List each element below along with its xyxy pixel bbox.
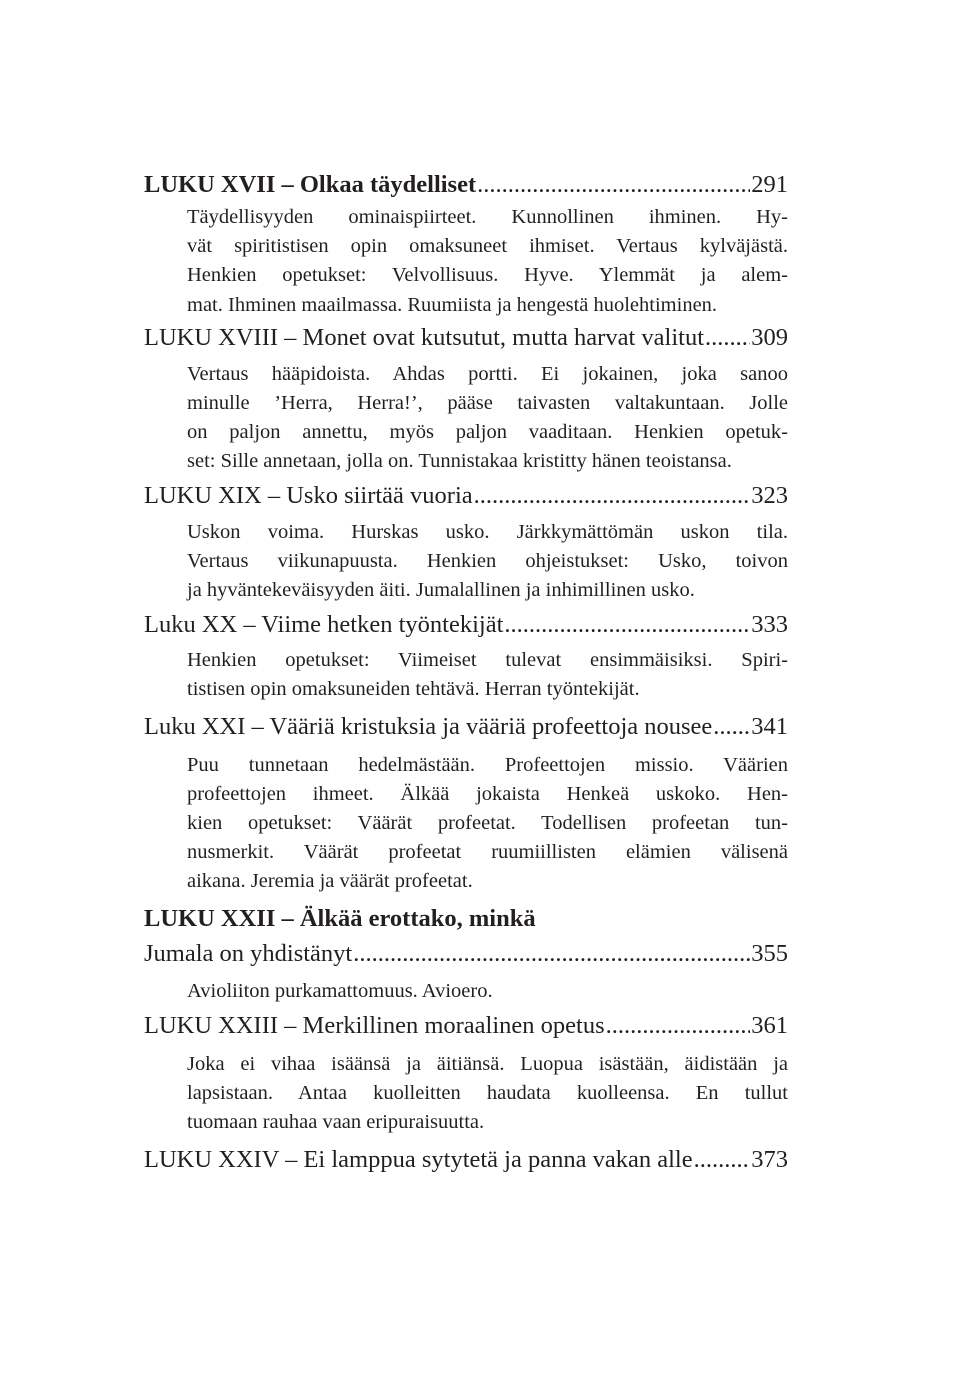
description-line: vät spiritistisen opin omaksuneet ihmiset. Vertaus kylväjästä.	[187, 235, 788, 258]
dot-leader	[474, 481, 751, 511]
toc-entry-title[interactable]	[144, 170, 788, 200]
dot-leader	[713, 712, 750, 742]
description-line: Uskon voima. Hurskas usko. Järkkymättömän uskon tila.	[187, 520, 788, 543]
dot-leader	[353, 939, 750, 969]
toc-entry-title[interactable]	[144, 610, 788, 640]
toc-entry-title[interactable]	[144, 939, 788, 969]
toc-page-number: 373	[751, 1146, 788, 1174]
description-line: lapsistaan. Antaa kuolleitten haudata kuolleensa. En tullut	[187, 1082, 788, 1105]
toc-entry-description	[187, 518, 788, 606]
toc-page-number: 341	[751, 712, 788, 740]
toc-entry-description	[187, 360, 788, 477]
toc-entry-heading: LUKU XXIV – Ei lamppua sytytetä ja panna vakan alle	[144, 1146, 693, 1174]
description-line: minulle ’Herra, Herra!’, pääse taivasten valtakuntaan. Jolle	[187, 392, 788, 415]
description-line: Henkien opetukset: Velvollisuus. Hyve. Ylemmät ja alem-	[187, 264, 788, 287]
toc-entry-description	[187, 1050, 788, 1138]
toc-entry-title[interactable]	[144, 1145, 788, 1175]
description-line: Vertaus viikunapuusta. Henkien ohjeistukset: Usko, toivon	[187, 549, 788, 572]
dot-leader	[694, 1145, 751, 1175]
toc-entry-heading-line1[interactable]: LUKU XXII – Älkää erottako, minkä	[144, 904, 536, 932]
description-line: mat. Ihminen maailmassa. Ruumiista ja hengestä huolehtiminen.	[187, 293, 718, 316]
toc-page-number: 361	[751, 1011, 788, 1039]
description-line: ja hyväntekeväisyyden äiti. Jumalallinen ja inhimillinen usko.	[187, 579, 695, 602]
description-line: tuomaan rauhaa vaan eripuraisuutta.	[187, 1111, 485, 1134]
toc-entry-heading: LUKU XVIII – Monet ovat kutsutut, mutta harvat valitut	[144, 323, 704, 351]
description-line: aikana. Jeremia ja väärät profeetat.	[187, 870, 473, 893]
description-line: tistisen opin omaksuneiden tehtävä. Herran työntekijät.	[187, 678, 640, 701]
toc-entry-heading: Jumala on yhdistänyt	[144, 939, 353, 967]
description-line: Täydellisyyden ominaispiirteet. Kunnollinen ihminen. Hy-	[187, 206, 788, 228]
description-line: kien opetukset: Väärät profeetat. Todellisen profeetan tun-	[187, 812, 788, 835]
toc-entry-title[interactable]	[144, 712, 788, 742]
description-line: Joka ei vihaa isäänsä ja äitiänsä. Luopua isästään, äidistään ja	[187, 1052, 788, 1075]
toc-entry-heading: LUKU XVII – Olkaa täydelliset	[144, 171, 477, 198]
table-of-contents	[144, 170, 788, 1175]
description-line: on paljon annettu, myös paljon vaaditaan. Henkien opetuk-	[187, 421, 788, 444]
description-line: profeettojen ihmeet. Älkää jokaista Henkeä uskoko. Hen-	[187, 782, 788, 805]
description-line: set: Sille annetaan, jolla on. Tunnistakaa kristitty hänen teoistansa.	[187, 450, 732, 473]
toc-entry-heading: LUKU XXIII – Merkillinen moraalinen opetus	[144, 1011, 605, 1039]
dot-leader	[606, 1011, 751, 1041]
description-line: Henkien opetukset: Viimeiset tulevat ensimmäisiksi. Spiri-	[187, 649, 788, 672]
dot-leader	[504, 610, 750, 640]
description-line: Vertaus hääpidoista. Ahdas portti. Ei jokainen, joka sanoo	[187, 362, 788, 385]
toc-entry-description	[187, 203, 788, 320]
toc-entry-title[interactable]	[144, 323, 788, 353]
toc-entry-heading: Luku XX – Viime hetken työntekijät	[144, 611, 504, 639]
toc-entry-description	[187, 977, 788, 1006]
description-line: Puu tunnetaan hedelmästään. Profeettojen missio. Väärien	[187, 753, 788, 776]
toc-entry-description	[187, 751, 788, 897]
description-line: Avioliiton purkamattomuus. Avioero.	[187, 979, 493, 1002]
toc-page-number: 355	[751, 939, 788, 967]
toc-page-number: 323	[751, 481, 788, 509]
toc-page-number: 309	[751, 323, 788, 351]
dot-leader	[477, 170, 750, 200]
toc-page-number: 333	[751, 611, 788, 639]
dot-leader	[705, 323, 750, 353]
toc-page-number: 291	[751, 171, 788, 198]
description-line: nusmerkit. Väärät profeetat ruumiillisten elämien välisenä	[187, 841, 788, 864]
toc-entry-title[interactable]	[144, 481, 788, 511]
toc-entry-description	[187, 646, 788, 704]
toc-entry-title[interactable]	[144, 1011, 788, 1041]
toc-entry-heading: LUKU XIX – Usko siirtää vuoria	[144, 481, 473, 509]
toc-entry-heading: Luku XXI – Vääriä kristuksia ja vääriä profeettoja nousee	[144, 712, 713, 740]
